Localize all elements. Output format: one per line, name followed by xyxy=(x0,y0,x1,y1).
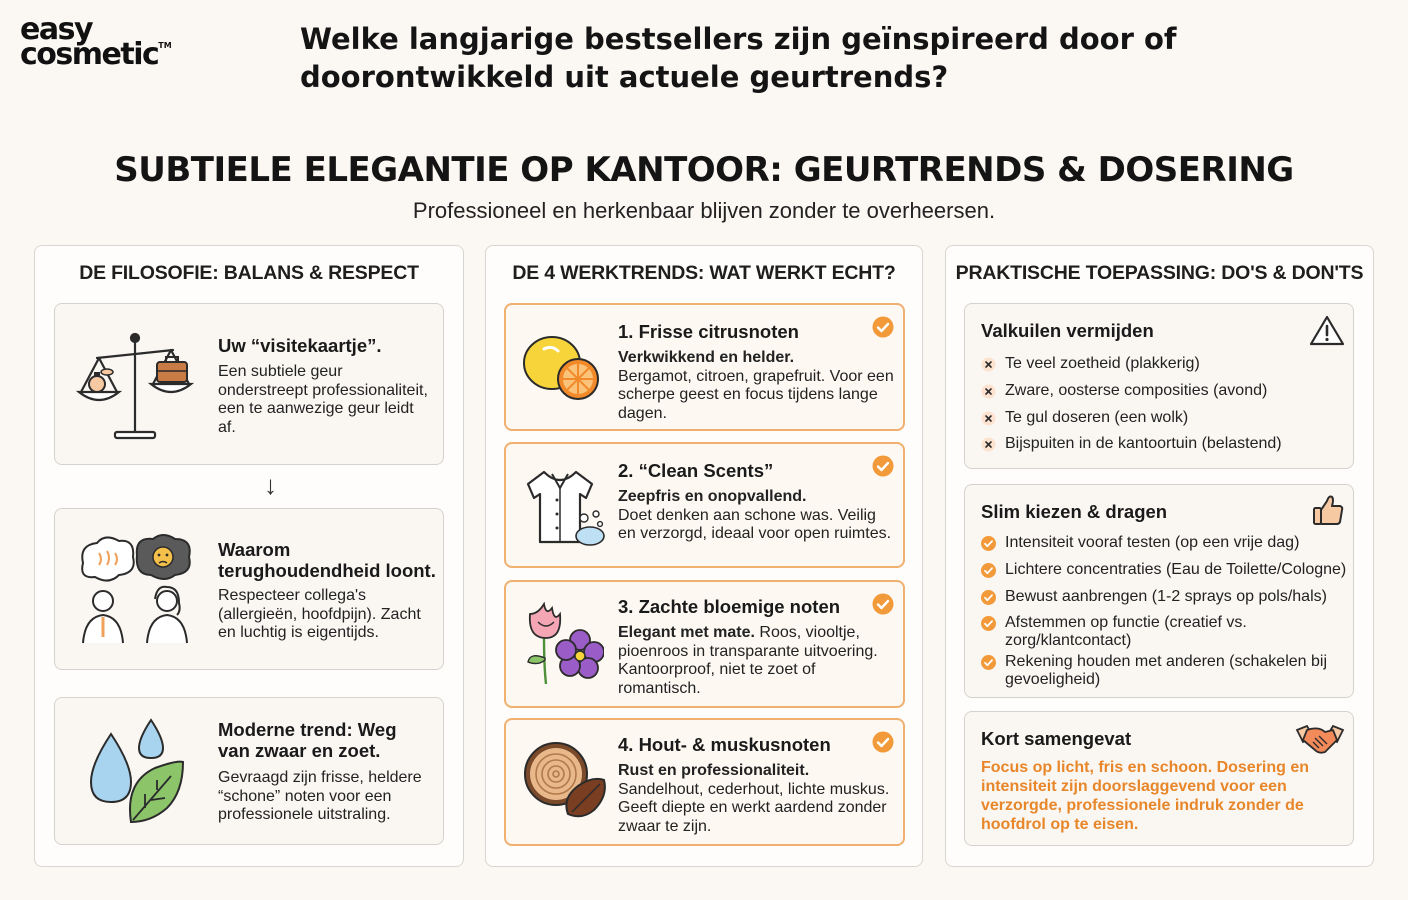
trend-clean-text xyxy=(618,488,898,544)
smart-choice-text: Afstemmen op functie (creatief vs. zorg/klantcontact) xyxy=(1005,614,1247,650)
pitfall-text: Bijspuiten in de kantoortuin (belastend) xyxy=(1005,435,1282,453)
check-icon xyxy=(981,536,996,551)
pitfall-text: Te gul doseren (een wolk) xyxy=(1005,408,1189,426)
brand-logo xyxy=(20,12,172,72)
flowers-icon xyxy=(524,602,604,686)
colleagues-icon xyxy=(75,533,199,651)
logo-word: cosmetic xyxy=(20,36,159,72)
trend-card-floral xyxy=(504,580,905,708)
smart-choice-text: Intensiteit vooraf testen (op een vrije dag) xyxy=(1005,534,1300,551)
logo-trademark: TM xyxy=(158,40,172,50)
pitfalls-list xyxy=(981,355,1341,462)
list-item xyxy=(981,435,1341,453)
business-card-title: Uw “visitekaartje”. xyxy=(218,335,382,356)
check-icon xyxy=(872,731,894,753)
modern-trend-title: Moderne trend: Weg van zwaar en zoet. xyxy=(218,719,397,761)
cross-icon xyxy=(981,437,996,452)
trend-citrus-body: Bergamot, citroen, grapefruit. Voor een scherpe geest en focus tijdens lange dagen. xyxy=(618,367,894,422)
logo-line-1: easy xyxy=(20,12,93,47)
trend-floral-title: 3. Zachte bloemige noten xyxy=(618,596,841,617)
check-icon xyxy=(981,563,996,578)
smart-choice-text: Lichtere concentraties (Eau de Toilette/Cologne) xyxy=(1005,560,1347,578)
trend-citrus-lead: Verkwikkend en helder. xyxy=(618,349,795,366)
pitfalls-title: Valkuilen vermijden xyxy=(981,320,1154,341)
warning-icon xyxy=(1309,314,1345,346)
smart-choices-title: Slim kiezen & dragen xyxy=(981,501,1168,522)
list-item xyxy=(981,588,1353,606)
logo-line-2 xyxy=(20,36,172,72)
trend-wood-title: 4. Hout- & muskusnoten xyxy=(618,734,831,755)
question-heading: Welke langjarige bestsellers zijn geïnspireerd door of doorontwikkeld uit actuele geurtrends? xyxy=(300,22,1177,94)
cross-icon xyxy=(981,411,996,426)
practical-column xyxy=(945,245,1374,867)
trend-citrus-title: 1. Frisse citrusnoten xyxy=(618,321,799,342)
philosophy-column-title: DE FILOSOFIE: BALANS & RESPECT xyxy=(79,262,419,284)
summary-card xyxy=(964,711,1354,846)
list-item xyxy=(981,614,1353,650)
trend-floral-lead: Elegant met mate. xyxy=(618,624,755,641)
trend-wood-body: Sandelhout, cederhout, lichte muskus. Geeft diepte en werkt aardend zonder zwaar te zijn. xyxy=(618,780,890,835)
thumbs-up-icon xyxy=(1311,493,1345,527)
trend-clean-title: 2. “Clean Scents” xyxy=(618,460,774,481)
philosophy-column xyxy=(34,245,464,867)
restraint-text: Respecteer collega's (allergieën, hoofdpijn). Zacht en luchtig is eigentijds. xyxy=(218,587,421,641)
business-card-card xyxy=(54,303,444,465)
trend-wood-text xyxy=(618,762,898,836)
trend-card-wood xyxy=(504,718,905,846)
pitfall-text: Zware, oosterse composities (avond) xyxy=(1005,381,1268,399)
check-icon xyxy=(872,455,894,477)
modern-trend-text: Gevraagd zijn frisse, heldere “schone” noten voor een professionele uitstraling. xyxy=(218,769,422,823)
modern-trend-card xyxy=(54,697,444,845)
practical-column-title: PRAKTISCHE TOEPASSING: DO'S & DON'TS xyxy=(955,262,1364,284)
page-title: SUBTIELE ELEGANTIE OP KANTOOR: GEURTRENDS & DOSERING xyxy=(114,150,1294,190)
trend-clean-lead: Zeepfris en onopvallend. xyxy=(618,488,807,505)
restraint-title: Waarom terughoudendheid loont. xyxy=(218,539,436,581)
smart-choices-list xyxy=(981,534,1353,698)
list-item xyxy=(981,409,1341,427)
check-icon xyxy=(981,655,996,670)
citrus-icon xyxy=(520,325,602,405)
trend-floral-body: Roos, viooltje, pioenroos in transparante uitvoering. Kantoorproof, niet te zoet of romantisch. xyxy=(618,624,878,697)
down-arrow-icon: ↓ xyxy=(264,470,277,500)
restraint-card xyxy=(54,508,444,670)
smart-choice-text: Bewust aanbrengen (1-2 sprays op pols/hals) xyxy=(1005,587,1327,605)
trend-citrus-text xyxy=(618,349,898,423)
page-subtitle: Professioneel en herkenbaar blijven zonder te overheersen. xyxy=(412,198,996,223)
list-item xyxy=(981,653,1353,689)
list-item xyxy=(981,561,1353,579)
trend-floral-text xyxy=(618,624,898,698)
wood-icon xyxy=(522,740,608,822)
handshake-icon xyxy=(1295,722,1345,756)
list-item xyxy=(981,382,1341,400)
work-trends-column-title: DE 4 WERKTRENDS: WAT WERKT ECHT? xyxy=(512,262,896,284)
pitfalls-card xyxy=(964,303,1354,469)
balance-scale-icon xyxy=(75,328,195,446)
check-icon xyxy=(872,593,894,615)
check-icon xyxy=(981,616,996,631)
work-trends-column xyxy=(485,245,923,867)
smart-choice-text: Rekening houden met anderen (schakelen bij gevoeligheid) xyxy=(1005,653,1327,689)
trend-wood-lead: Rust en professionaliteit. xyxy=(618,762,810,779)
check-icon xyxy=(981,590,996,605)
list-item xyxy=(981,534,1353,552)
business-card-text: Een subtiele geur onderstreept professionaliteit, een te aanwezige geur leidt af. xyxy=(218,363,428,436)
cross-icon xyxy=(981,384,996,399)
trend-card-clean xyxy=(504,442,905,568)
smart-choices-card xyxy=(964,484,1354,698)
cross-icon xyxy=(981,357,996,372)
trend-clean-body: Doet denken aan schone was. Veilig en verzorgd, ideaal voor open ruimtes. xyxy=(618,506,892,542)
shirt-icon xyxy=(522,468,608,548)
check-icon xyxy=(872,316,894,338)
list-item xyxy=(981,355,1341,373)
summary-text: Focus op licht, fris en schoon. Dosering en intensiteit zijn doorslaggevend voor een verzorgde, professionele indruk zonder de hoofdrol op te eisen. xyxy=(981,759,1310,833)
trend-card-citrus xyxy=(504,303,905,431)
water-leaf-icon xyxy=(85,716,185,826)
pitfall-text: Te veel zoetheid (plakkerig) xyxy=(1005,355,1200,372)
summary-title: Kort samengevat xyxy=(981,728,1132,749)
